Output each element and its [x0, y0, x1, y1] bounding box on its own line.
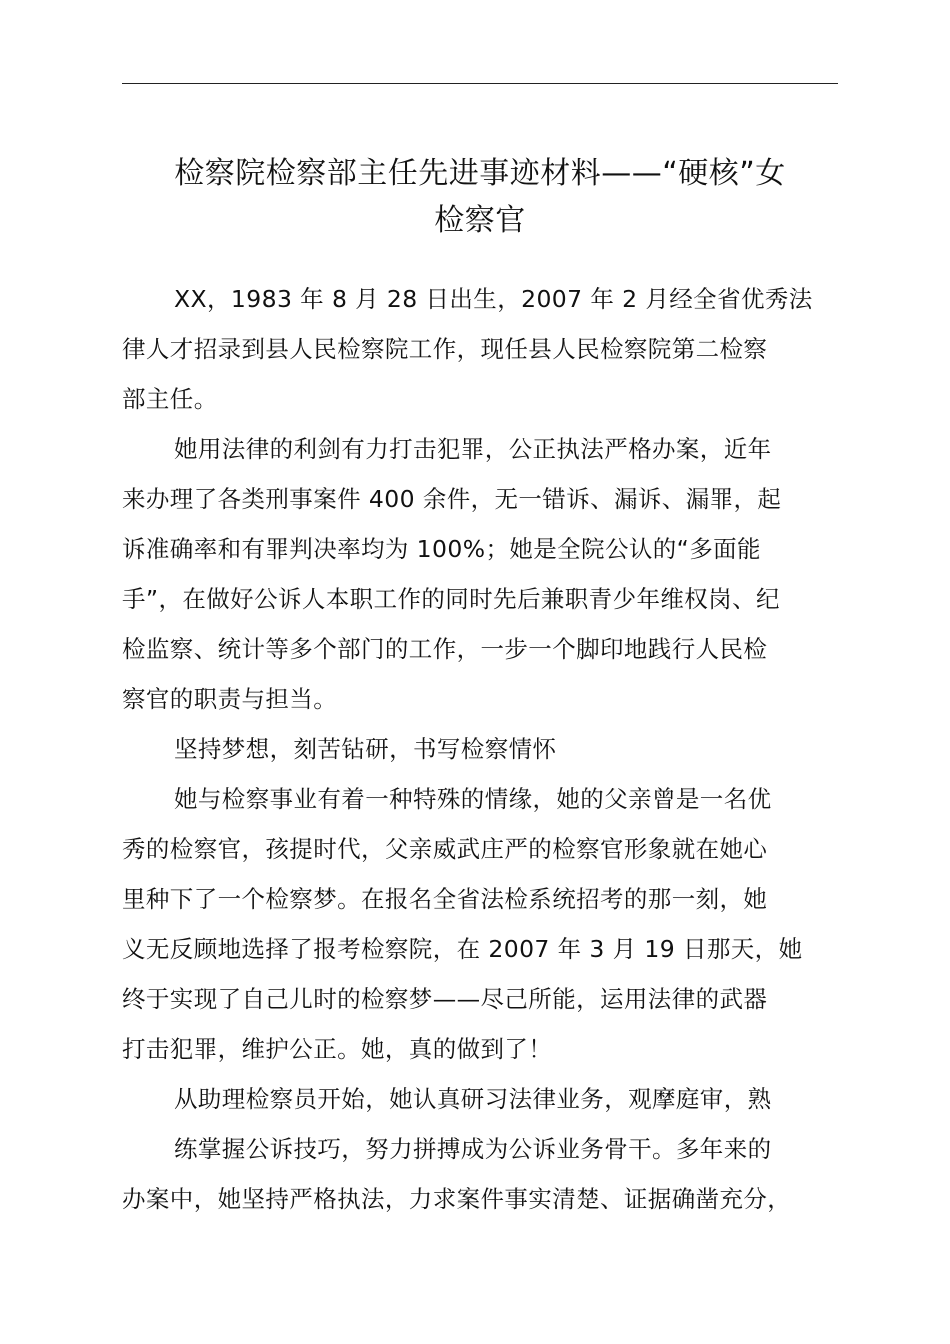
paragraph-line: 诉准确率和有罪判决率均为 100%；她是全院公认的“多面能 — [122, 535, 761, 563]
paragraph-line: 办案中，她坚持严格执法，力求案件事实清楚、证据确凿充分， — [122, 1185, 792, 1213]
title-line-2: 检察官 — [434, 203, 526, 238]
paragraph-line: 终于实现了自己儿时的检察梦——尽己所能，运用法律的武器 — [122, 985, 768, 1013]
paragraph-3 — [122, 774, 838, 1074]
header-rule — [122, 83, 838, 84]
document-title — [122, 150, 838, 244]
paragraph-line: 察官的职责与担当。 — [122, 685, 338, 713]
paragraph-line: 练掌握公诉技巧，努力拼搏成为公诉业务骨干。多年来的 — [174, 1135, 772, 1163]
section-heading-text: 坚持梦想，刻苦钻研，书写检察情怀 — [174, 735, 557, 763]
paragraph-2 — [122, 424, 838, 724]
paragraph-line: 秀的检察官，孩提时代，父亲威武庄严的检察官形象就在她心 — [122, 835, 768, 863]
paragraph-line: 检监察、统计等多个部门的工作，一步一个脚印地践行人民检 — [122, 635, 768, 663]
paragraph-1 — [122, 274, 838, 424]
paragraph-line: 部主任。 — [122, 385, 218, 413]
paragraph-5 — [122, 1124, 838, 1224]
paragraph-4 — [122, 1074, 838, 1124]
document-body — [122, 274, 838, 1224]
paragraph-line: 打击犯罪，维护公正。她，真的做到了！ — [122, 1035, 553, 1063]
paragraph-line: 从助理检察员开始，她认真研习法律业务，观摩庭审，熟 — [174, 1085, 772, 1113]
paragraph-line: 她与检察事业有着一种特殊的情缘，她的父亲曾是一名优 — [174, 785, 772, 813]
paragraph-line: 里种下了一个检察梦。在报名全省法检系统招考的那一刻，她 — [122, 885, 768, 913]
paragraph-line: 义无反顾地选择了报考检察院，在 2007 年 3 月 19 日那天，她 — [122, 935, 803, 963]
paragraph-line: 律人才招录到县人民检察院工作，现任县人民检察院第二检察 — [122, 335, 768, 363]
title-line-1: 检察院检察部主任先进事迹材料——“硬核”女 — [174, 156, 786, 191]
paragraph-line: XX，1983 年 8 月 28 日出生，2007 年 2 月经全省优秀法 — [174, 285, 813, 313]
paragraph-line: 她用法律的利剑有力打击犯罪，公正执法严格办案，近年 — [174, 435, 772, 463]
paragraph-line: 手”，在做好公诉人本职工作的同时先后兼职青少年维权岗、纪 — [122, 585, 780, 613]
paragraph-line: 来办理了各类刑事案件 400 余件，无一错诉、漏诉、漏罪，起 — [122, 485, 782, 513]
section-heading — [122, 724, 838, 774]
